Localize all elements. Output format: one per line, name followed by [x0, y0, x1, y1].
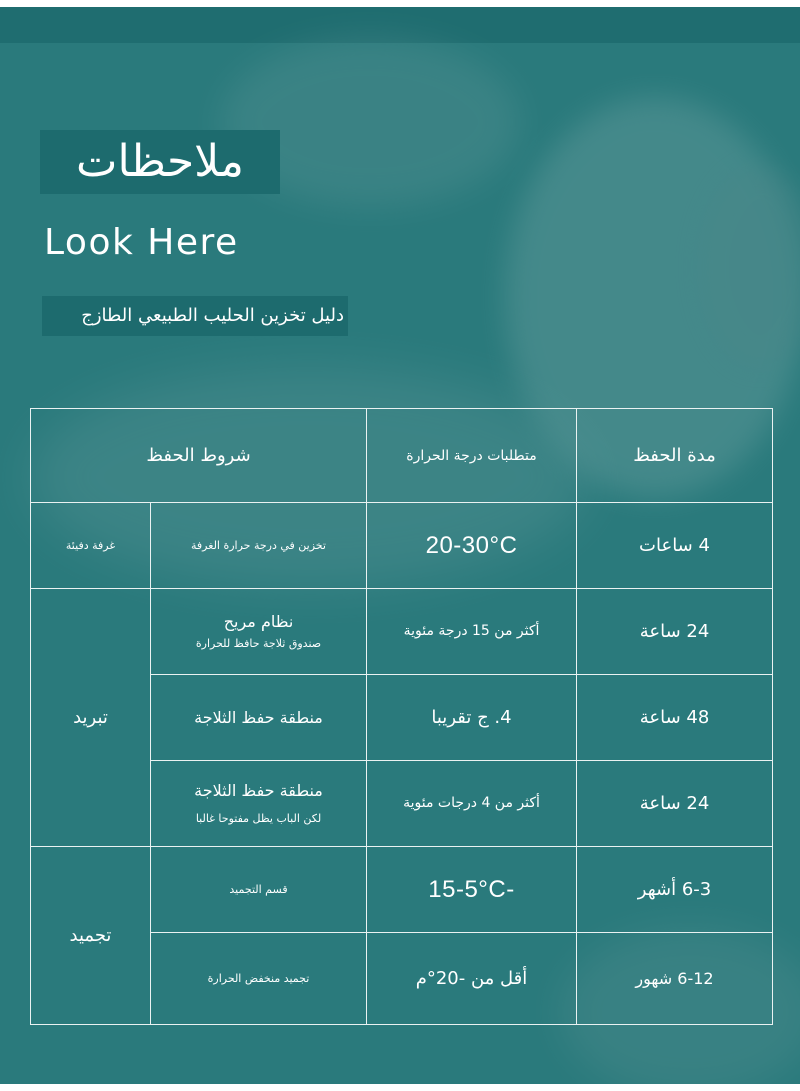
- duration-cell: 6-12 شهور: [577, 933, 773, 1025]
- table-header-row: [31, 409, 773, 503]
- condition-cell: قسم التجميد: [151, 847, 367, 933]
- condition-title: منطقة حفظ الثلاجة: [194, 781, 323, 800]
- group-cell-room: غرفة دفيئة: [31, 503, 151, 589]
- condition-subtitle: لكن الباب يظل مفتوحا غالبا: [195, 812, 322, 825]
- table-row: [31, 847, 773, 933]
- temperature-cell: أقل من -20°م: [367, 933, 577, 1025]
- condition-cell: تجميد منخفض الحرارة: [151, 933, 367, 1025]
- page-title: ملاحظات: [76, 136, 244, 187]
- top-band: [0, 7, 800, 43]
- temperature-cell: -15-5°C: [367, 847, 577, 933]
- temperature-cell: أكثر من 15 درجة مئوية: [367, 589, 577, 675]
- temperature-cell: أكثر من 4 درجات مئوية: [367, 761, 577, 847]
- temperature-cell: 4. ج تقريبا: [367, 675, 577, 761]
- duration-cell: 24 ساعة: [577, 761, 773, 847]
- table-row: [31, 589, 773, 675]
- condition-subtitle: صندوق ثلاجة حافظ للحرارة: [195, 637, 322, 650]
- condition-cell: تخزين في درجة حرارة الغرفة: [151, 503, 367, 589]
- group-cell-freezing: تجميد: [31, 847, 151, 1025]
- condition-cell: [151, 589, 367, 675]
- duration-cell: 6-3 أشهر: [577, 847, 773, 933]
- group-cell-cooling: تبريد: [31, 589, 151, 847]
- condition-cell: [151, 675, 367, 761]
- guide-heading: دليل تخزين الحليب الطبيعي الطازج: [81, 305, 344, 326]
- header-conditions: شروط الحفظ: [31, 409, 367, 503]
- header-duration: مدة الحفظ: [577, 409, 773, 503]
- header-temperature: متطلبات درجة الحرارة: [367, 409, 577, 503]
- storage-table: [30, 408, 773, 1025]
- table-row: [31, 503, 773, 589]
- page-subtitle: Look Here: [44, 222, 239, 263]
- condition-cell: [151, 761, 367, 847]
- duration-cell: 48 ساعة: [577, 675, 773, 761]
- condition-title: منطقة حفظ الثلاجة: [194, 708, 323, 727]
- duration-cell: 24 ساعة: [577, 589, 773, 675]
- condition-title: نظام مريح: [223, 612, 294, 631]
- duration-cell: 4 ساعات: [577, 503, 773, 589]
- temperature-cell: 20-30°C: [367, 503, 577, 589]
